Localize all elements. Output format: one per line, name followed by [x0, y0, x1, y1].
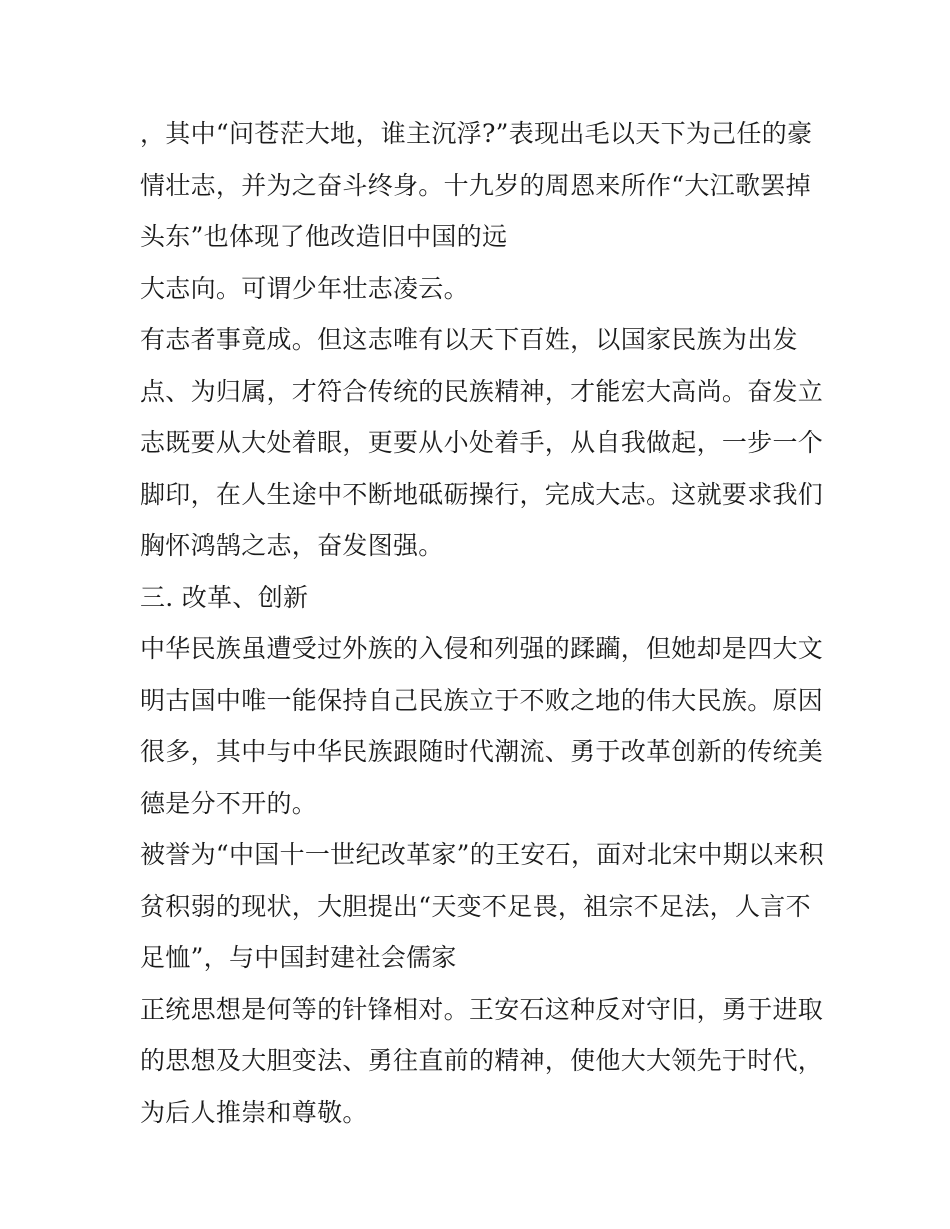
body-text: [140, 108, 824, 1138]
text-line-17: 足恤”，与中国封建社会儒家: [140, 943, 457, 972]
text-line-18: 正统思想是何等的针锋相对。王安石这种反对守旧，勇于进取: [140, 994, 824, 1024]
text-line-8: 脚印，在人生途中不断地砥砺操行，完成大志。这就要求我们: [140, 479, 824, 509]
text-line-5: 有志者事竟成。但这志唯有以天下百姓，以国家民族为出发: [140, 325, 798, 354]
text-line-16: 贫积弱的现状，大胆提出“天变不足畏，祖宗不足法，人言不: [140, 891, 811, 921]
text-line-2: 情壮志，并为之奋斗终身。十九岁的周恩来所作“大江歌罢掉: [140, 170, 811, 200]
text-line-13: 很多，其中与中华民族跟随时代潮流、勇于改革创新的传统美: [140, 737, 824, 766]
text-line-9: 胸怀鸿鹄之志，奋发图强。: [140, 531, 444, 560]
text-line-3: 头东”也体现了他改造旧中国的远: [140, 222, 508, 251]
section-heading: 三. 改革、创新: [140, 582, 309, 612]
text-line-11: 中华民族虽遭受过外族的入侵和列强的蹂躏，但她却是四大文: [140, 634, 824, 663]
text-line-6: 点、为归属，才符合传统的民族精神，才能宏大高尚。奋发立: [140, 376, 824, 406]
text-line-14: 德是分不开的。: [140, 788, 318, 818]
text-line-12: 明古国中唯一能保持自己民族立于不败之地的伟大民族。原因: [140, 685, 824, 715]
text-line-4: 大志向。可谓少年壮志凌云。: [140, 273, 469, 303]
text-line-15: 被誉为“中国十一世纪改革家”的王安石，面对北宋中期以来积: [140, 840, 824, 869]
text-line-19: 的思想及大胆变法、勇往直前的精神，使他大大领先于时代，: [140, 1046, 824, 1075]
text-line-20: 为后人推崇和尊敬。: [140, 1097, 368, 1127]
text-line-1: ，其中“问苍茫大地，谁主沉浮?”表现出毛以天下为己任的豪: [140, 119, 813, 148]
text-line-7: 志既要从大处着眼，更要从小处着手，从自我做起，一步一个: [140, 428, 824, 457]
